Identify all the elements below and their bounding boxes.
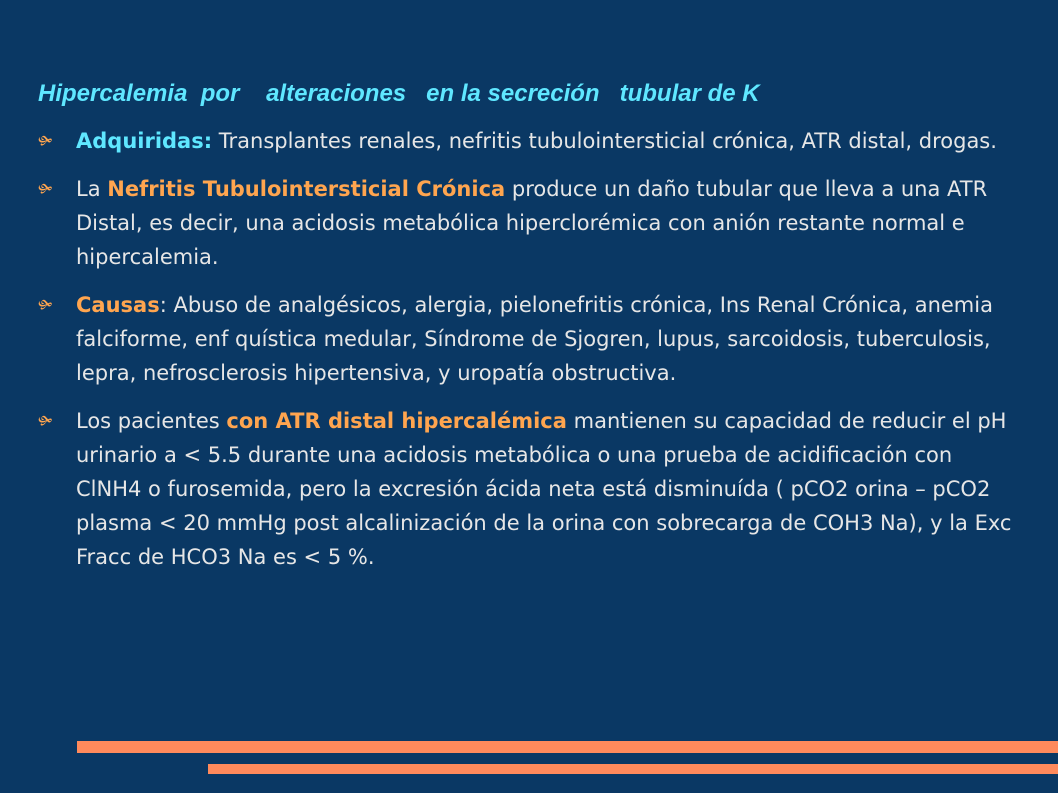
bullet-list xyxy=(38,124,1018,588)
decorative-bar-top xyxy=(77,741,1058,753)
bullet-item-patients xyxy=(38,404,1018,574)
bullet-item-nephritis xyxy=(38,172,1018,274)
bullet-text: produce un daño tubular que lleva a una ATR Distal, es decir, una acidosis metabólica hiperclorémica con anión restante normal e hipercalemia. xyxy=(76,177,988,269)
bullet-text: Transplantes renales, nefritis tubulointersticial crónica, ATR distal, drogas. xyxy=(212,129,997,153)
slide-title: Hipercalemia por alteraciones en la secreción tubular de K xyxy=(38,80,760,107)
bullet-text: : Abuso de analgésicos, alergia, pielonefritis crónica, Ins Renal Crónica, anemia falciforme, enf quística medular, Síndrome de Sjogren, lupus, sarcoidosis, tuberculosis, lepra, nefrosclerosis hipertensiva, y uropatía obstructiva. xyxy=(76,293,993,385)
bullet-text: mantienen su capacidad de reducir el pH urinario a < 5.5 durante una acidosis metabólica o una prueba de acidificación con ClNH4 o furosemida, pero la excresión ácida neta está disminuída ( pCO2 orina – pCO2 plasma < 20 mmHg post alcalinización de la orina con sobrecarga de COH3 Na), y la Exc Fracc de HCO3 Na es < 5 %. xyxy=(76,409,1012,569)
bullet-marker-icon: 🙟 xyxy=(38,414,53,429)
bullet-text: Los pacientes xyxy=(76,409,227,433)
decorative-bar-bottom xyxy=(208,764,1058,774)
bullet-term: Adquiridas: xyxy=(76,129,213,153)
bullet-term: Causas xyxy=(76,293,160,317)
bullet-marker-icon: 🙟 xyxy=(38,182,53,197)
bullet-text: La xyxy=(76,177,108,201)
bullet-term: Nefritis Tubulointersticial Crónica xyxy=(107,177,506,201)
bullet-item-acquired xyxy=(38,124,1018,158)
bullet-item-causes xyxy=(38,288,1018,390)
bullet-marker-icon: 🙟 xyxy=(38,298,53,313)
bullet-marker-icon: 🙟 xyxy=(38,134,53,149)
bullet-term: con ATR distal hipercalémica xyxy=(226,409,567,433)
